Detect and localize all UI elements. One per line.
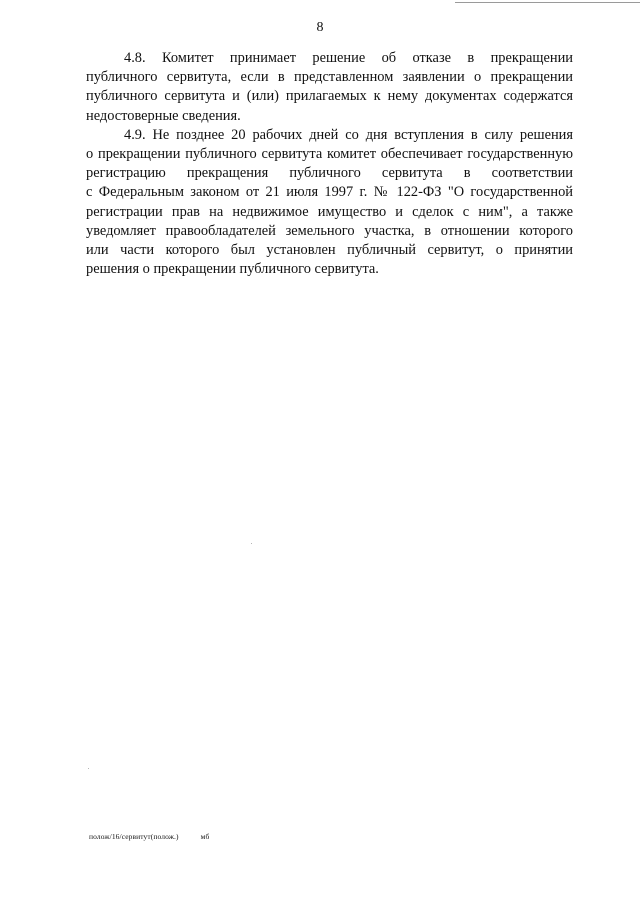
- footer-initials: мб: [200, 832, 210, 841]
- footer-file-reference: [89, 832, 209, 841]
- scan-speck: [88, 768, 89, 769]
- top-edge-rule: [455, 2, 640, 3]
- page-number: 8: [316, 20, 324, 35]
- text-line: публичного сервитута и (или) прилагаемых к нему документах содержатся: [86, 88, 573, 105]
- text-line: с Федеральным законом от 21 июля 1997 г. № 122-ФЗ "О государственной: [86, 184, 573, 201]
- text-line: 4.8. Комитет принимает решение об отказе в прекращении: [124, 50, 573, 66]
- paragraph-4-9: [86, 126, 573, 280]
- text-line: недостоверные сведения.: [86, 107, 241, 124]
- text-line: решения о прекращении публичного сервитута.: [86, 261, 379, 278]
- scan-speck: [251, 543, 252, 544]
- paragraph-4-8: [86, 49, 573, 126]
- document-body: [86, 49, 573, 279]
- text-line: публичного сервитута, если в представленном заявлении о прекращении: [86, 69, 573, 86]
- footer-file-path: полож/16/сервитут(полож.): [89, 832, 179, 841]
- text-line: регистрацию прекращения публичного сервитута в соответствии: [86, 165, 573, 182]
- text-line: или части которого был установлен публичный сервитут, о принятии: [86, 242, 573, 259]
- text-line: о прекращении публичного сервитута комитет обеспечивает государственную: [86, 146, 573, 163]
- text-line: 4.9. Не позднее 20 рабочих дней со дня вступления в силу решения: [124, 126, 573, 143]
- text-line: регистрации прав на недвижимое имущество и сделок с ним", а также: [86, 203, 573, 220]
- text-line: уведомляет правообладателей земельного участка, в отношении которого: [86, 222, 573, 239]
